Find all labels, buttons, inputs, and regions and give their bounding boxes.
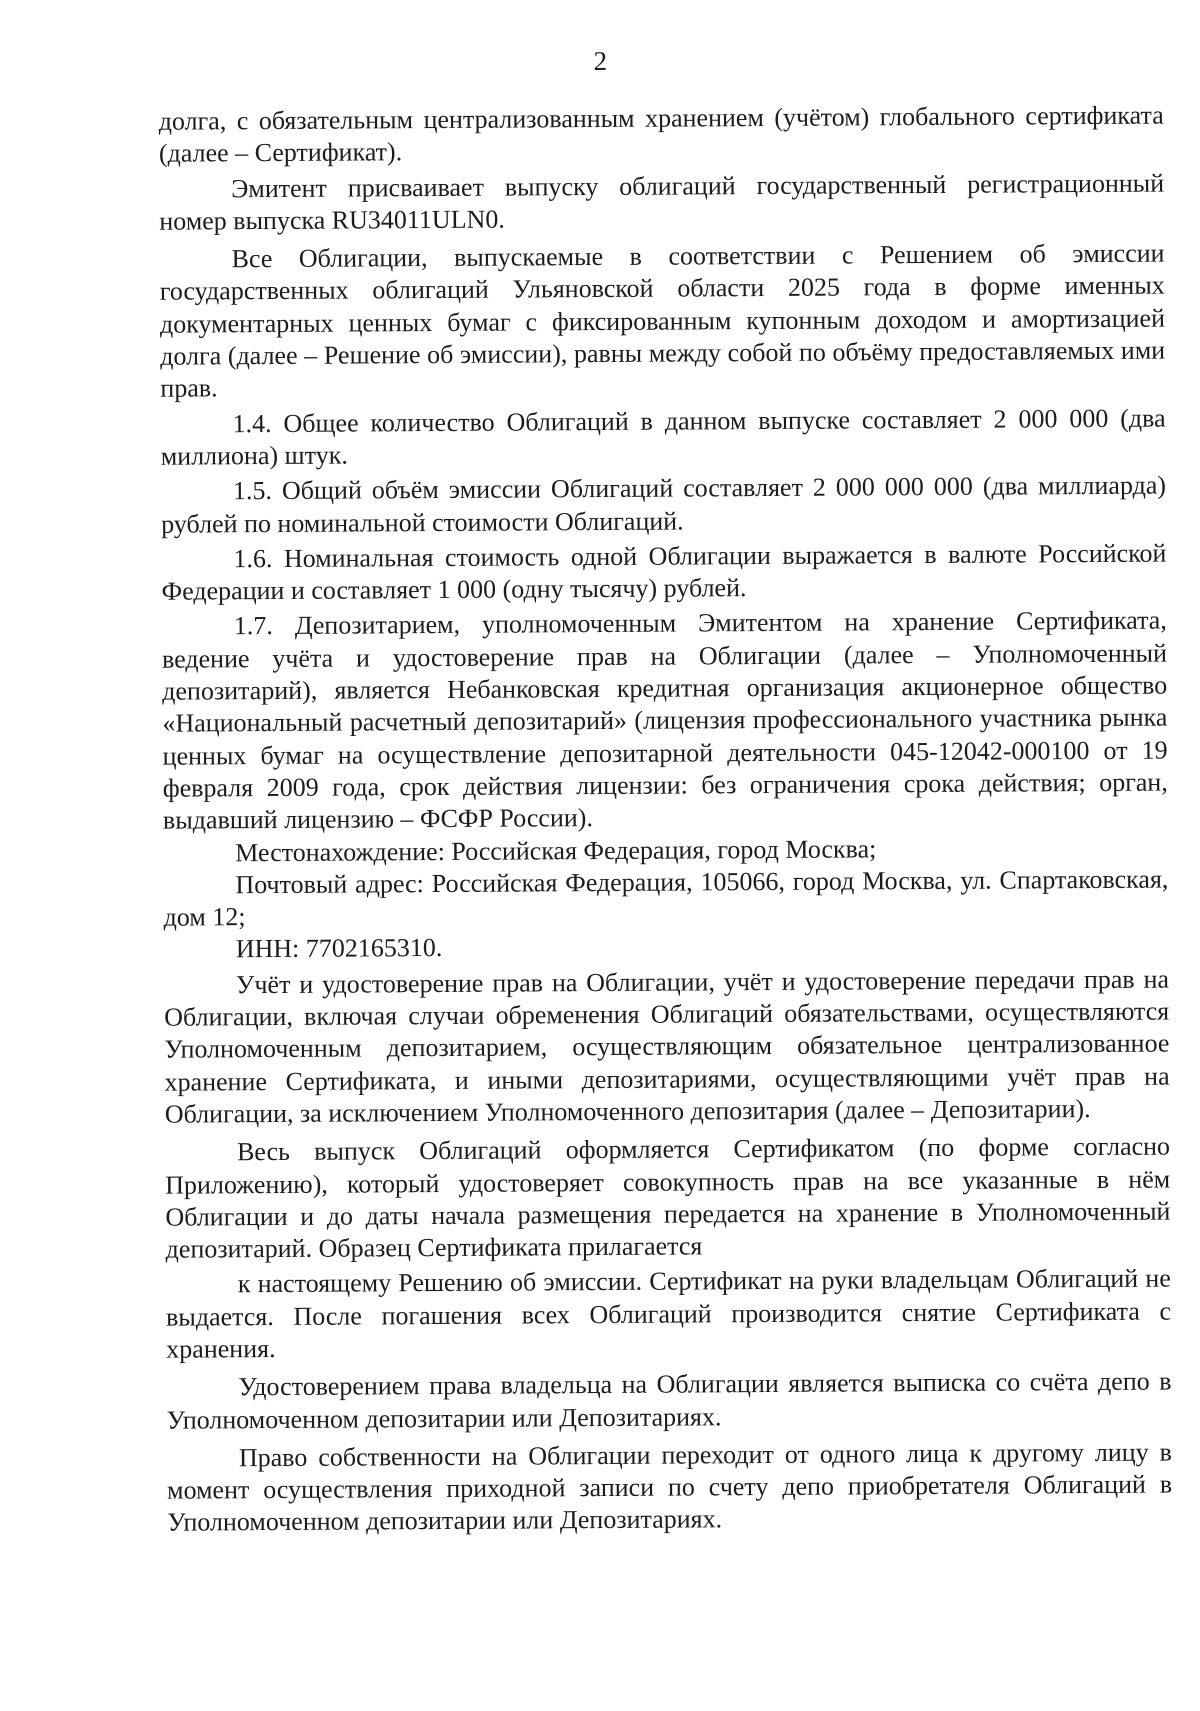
paragraph-certificate-continuation: долга, с обязательным централизованным хранением (учётом) глобального сертификата (далее – Сертификат).: [158, 100, 1164, 168]
paragraph-certificate-handling: к настоящему Решению об эмиссии. Сертификат на руки владельцам Облигаций не выдается. После погашения всех Облигаций производится снятие Сертификата с хранения.: [165, 1263, 1172, 1364]
paragraph-location: Местонахождение: Российская Федерация, город Москва;: [235, 833, 877, 867]
paragraph-1-5-volume: 1.5. Общий объём эмиссии Облигаций составляет 2 000 000 000 (два миллиарда) рублей по номинальной стоимости Облигаций.: [161, 470, 1167, 539]
page-number: 2: [593, 45, 608, 77]
paragraph-1-4-quantity: 1.4. Общее количество Облигаций в данном выпуске составляет 2 000 000 (два миллиона) штук.: [160, 403, 1166, 471]
paragraph-1-6-nominal: 1.6. Номинальная стоимость одной Облигации выражается в валюте Российской Федерации и составляет 1 000 (одну тысячу) рублей.: [161, 538, 1167, 606]
paragraph-ownership-transfer: Право собственности на Облигации переходит от одного лица к другому лицу в момент осуществления приходной записи по счету депо приобретателя Облигаций в Уполномоченном депозитарии или Депозитариях.: [167, 1437, 1173, 1538]
paragraph-inn: ИНН: 7702165310.: [235, 933, 443, 964]
paragraph-1-7-depository: 1.7. Депозитарием, уполномоченным Эмитентом на хранение Сертификата, ведение учёта и удостоверение прав на Облигации (далее – Уполномоченный депозитарий), является Небанковская кредитная организация акционерное общество «Национальный расчетный депозитарий» (лицензия профессионального участника рынка ценных бумаг на осуществление депозитарной деятельности 045-12042-000100 от 19 февраля 2009 года, срок действия лицензии: без ограничения срока действия; орган, выдавший лицензию – ФСФР России).: [161, 606, 1168, 835]
paragraph-certificate-issue: Весь выпуск Облигаций оформляется Сертификатом (по форме согласно Приложению), который удостоверяет совокупность прав на все указанные в нём Облигации и до даты начала размещения передается на хранение в Уполномоченный депозитарий. Образец Сертификата прилагается: [165, 1131, 1171, 1264]
paragraph-rights-accounting: Учёт и удостоверение прав на Облигации, учёт и удостоверение передачи прав на Облигации, включая случаи обременения Облигаций обязательствами, осуществляются Уполномоченным депозитарием, осуществляющим обязательное централизованное хранение Сертификата, и иными депозитариями, осуществляющими учёт прав на Облигации, за исключением Уполномоченного депозитария (далее – Депозитарии).: [164, 964, 1170, 1129]
document-body: [159, 100, 1173, 1540]
paragraph-ownership-evidence: Удостоверением права владельца на Облигации является выписка со счёта депо в Уполномоченном депозитарии или Депозитариях.: [166, 1366, 1172, 1435]
paragraph-postal-address: Почтовый адрес: Российская Федерация, 105066, город Москва, ул. Спартаковская, дом 12;: [163, 864, 1169, 932]
paragraph-registration-number: Эмитент присваивает выпуску облигаций государственный регистрационный номер выпуска RU34011ULN0.: [159, 168, 1165, 236]
paragraph-equal-rights: Все Облигации, выпускаемые в соответствии с Решением об эмиссии государственных облигаций Ульяновской области 2025 года в форме именных документарных ценных бумаг с фиксированным купонным доходом и амортизацией долга (далее – Решение об эмиссии), равны между собой по объёму предоставляемых ими прав.: [159, 238, 1166, 404]
